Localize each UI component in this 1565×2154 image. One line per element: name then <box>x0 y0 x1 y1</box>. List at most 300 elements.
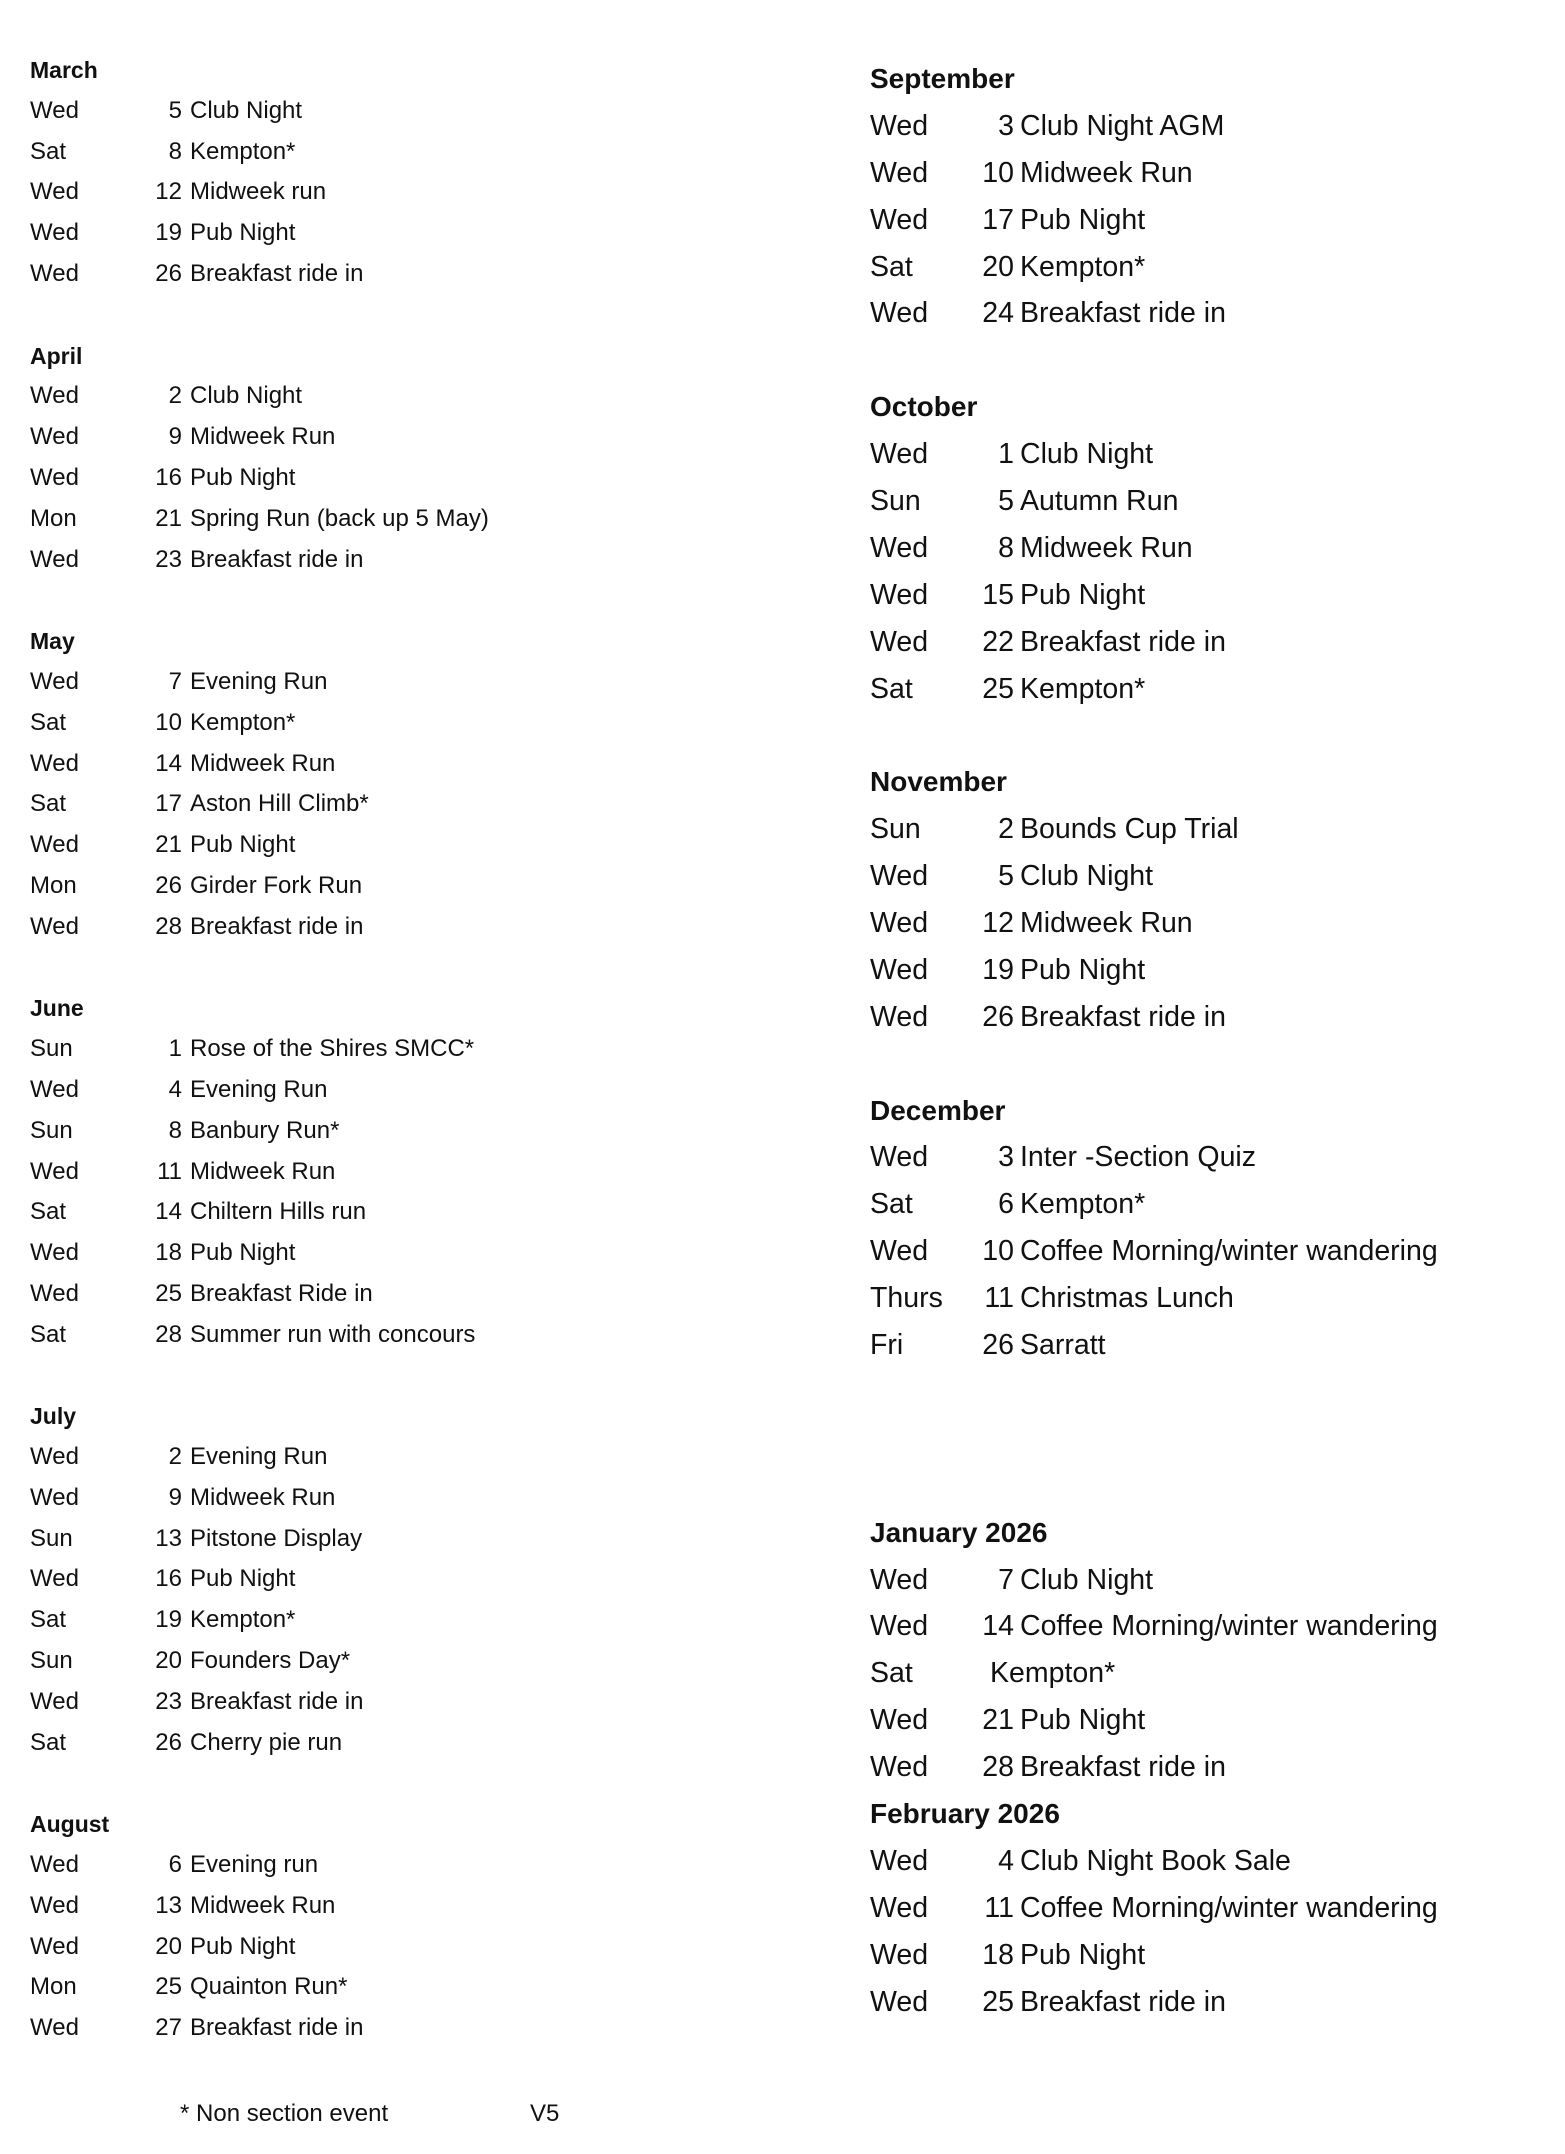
event-row <box>30 1111 790 1152</box>
event-date: 9 <box>168 423 182 451</box>
event-day: Wed <box>30 2014 79 2042</box>
event-date: 26 <box>155 871 182 899</box>
event-day: Wed <box>870 1000 929 1033</box>
event-row <box>30 866 790 907</box>
event-date: 26 <box>155 1728 182 1756</box>
event-day: Wed <box>30 382 79 410</box>
event-name: Spring Run (back up 5 May) <box>190 504 489 532</box>
event-name: Pub Night <box>1020 1938 1146 1971</box>
event-row <box>870 1885 1550 1932</box>
event-name: Pub Night <box>190 1565 296 1593</box>
month-heading: October <box>870 391 978 423</box>
event-date: 21 <box>155 504 182 532</box>
event-row <box>870 853 1550 900</box>
event-row <box>30 132 790 173</box>
event-day: Wed <box>30 749 79 777</box>
event-name: Pub Night <box>190 831 296 859</box>
month-section <box>30 336 790 581</box>
event-row <box>870 197 1550 244</box>
event-date: 6 <box>168 1851 182 1879</box>
event-name: Midweek Run <box>1020 156 1193 189</box>
event-row <box>30 1029 790 1070</box>
event-day: Wed <box>30 831 79 859</box>
event-row <box>30 458 790 499</box>
event-day: Wed <box>870 438 929 471</box>
left-column <box>30 50 790 2049</box>
event-row <box>870 1979 1550 2026</box>
event-name: Christmas Lunch <box>1020 1282 1234 1315</box>
event-date: 2 <box>168 1443 182 1471</box>
event-name: Club Night <box>1020 860 1154 893</box>
event-name: Kempton* <box>1020 672 1146 705</box>
event-date: 18 <box>982 1938 1014 1971</box>
event-day: Wed <box>870 531 929 564</box>
event-date: 14 <box>982 1610 1014 1643</box>
month-section <box>870 384 1550 712</box>
event-name: Pub Night <box>190 1239 296 1267</box>
event-name: Cherry pie run <box>190 1728 343 1756</box>
event-name: Founders Day* <box>190 1647 351 1675</box>
event-date: 24 <box>982 297 1014 330</box>
event-row <box>30 1152 790 1193</box>
event-date: 10 <box>982 1235 1014 1268</box>
event-name: Pitstone Display <box>190 1524 363 1552</box>
event-row <box>30 417 790 458</box>
month-heading: March <box>30 57 98 83</box>
event-row <box>870 1228 1550 1275</box>
event-day: Mon <box>30 504 77 532</box>
event-row <box>870 1134 1550 1181</box>
event-date: 25 <box>155 1973 182 2001</box>
month-section <box>870 759 1550 1040</box>
spacer <box>870 337 1550 384</box>
event-day: Sun <box>30 1035 73 1063</box>
event-name: Banbury Run* <box>190 1116 340 1144</box>
event-day: Sun <box>30 1116 73 1144</box>
event-date: 8 <box>998 531 1014 564</box>
event-row <box>30 213 790 254</box>
spacer <box>30 1356 790 1397</box>
event-row <box>30 254 790 295</box>
event-day: Wed <box>30 1565 79 1593</box>
event-day: Wed <box>30 1851 79 1879</box>
event-day: Wed <box>870 1704 929 1737</box>
event-date: 28 <box>982 1751 1014 1784</box>
right-column <box>870 56 1550 2025</box>
event-name: Pub Night <box>1020 203 1146 236</box>
event-day: Wed <box>30 463 79 491</box>
event-row <box>30 1682 790 1723</box>
event-row <box>870 1322 1550 1369</box>
event-row <box>870 431 1550 478</box>
month-section <box>870 1088 1550 1369</box>
event-date: 15 <box>982 578 1014 611</box>
event-date: 5 <box>998 860 1014 893</box>
event-date: 3 <box>998 109 1014 142</box>
event-date: 25 <box>982 672 1014 705</box>
event-name: Club Night <box>190 382 303 410</box>
event-row <box>870 994 1550 1041</box>
event-row <box>870 103 1550 150</box>
event-name: Midweek Run <box>190 749 336 777</box>
event-row <box>870 1697 1550 1744</box>
month-section <box>30 50 790 295</box>
event-date: 1 <box>998 438 1014 471</box>
event-day: Wed <box>870 860 929 893</box>
event-day: Wed <box>870 1938 929 1971</box>
event-date: 28 <box>155 912 182 940</box>
event-day: Sat <box>30 1320 67 1348</box>
event-name: Breakfast ride in <box>1020 1000 1226 1033</box>
event-date: 17 <box>155 790 182 818</box>
event-name: Rose of the Shires SMCC* <box>190 1035 475 1063</box>
event-date: 18 <box>155 1239 182 1267</box>
event-day: Wed <box>870 625 929 658</box>
month-heading: February 2026 <box>870 1797 1060 1829</box>
event-date: 14 <box>155 1198 182 1226</box>
event-day: Sat <box>870 672 913 705</box>
event-name: Sarratt <box>1020 1329 1106 1362</box>
event-row <box>30 1967 790 2008</box>
event-name: Breakfast Ride in <box>190 1279 373 1307</box>
event-name: Evening Run <box>190 667 328 695</box>
event-day: Wed <box>30 667 79 695</box>
event-name: Breakfast ride in <box>190 2014 364 2042</box>
spacer <box>30 948 790 989</box>
event-date: 14 <box>155 749 182 777</box>
event-day: Wed <box>870 203 929 236</box>
event-row <box>870 1181 1550 1228</box>
event-row <box>870 290 1550 337</box>
spacer <box>30 580 790 621</box>
event-day: Wed <box>870 1563 929 1596</box>
event-name: Chiltern Hills run <box>190 1198 367 1226</box>
event-day: Wed <box>30 1075 79 1103</box>
event-day: Sat <box>870 1657 913 1690</box>
spacer <box>30 295 790 336</box>
event-date: 8 <box>168 137 182 165</box>
footer <box>180 2100 560 2128</box>
event-date: 5 <box>998 485 1014 518</box>
event-name: Coffee Morning/winter wandering <box>1020 1235 1438 1268</box>
event-day: Wed <box>870 1235 929 1268</box>
event-name: Midweek Run <box>190 1483 336 1511</box>
event-day: Wed <box>870 1141 929 1174</box>
event-name: Kempton* <box>190 137 296 165</box>
event-day: Wed <box>30 1891 79 1919</box>
event-name: Autumn Run <box>1020 485 1179 518</box>
event-name: Girder Fork Run <box>190 871 363 899</box>
event-date: 19 <box>155 219 182 247</box>
event-name: Breakfast ride in <box>190 259 364 287</box>
event-name: Kempton* <box>1020 1188 1146 1221</box>
event-day: Wed <box>30 178 79 206</box>
version-label: V5 <box>530 2100 560 2127</box>
event-day: Fri <box>870 1329 904 1362</box>
event-name: Quainton Run* <box>190 1973 348 2001</box>
event-name: Breakfast ride in <box>1020 1985 1226 2018</box>
event-name: Inter -Section Quiz <box>1020 1141 1257 1174</box>
event-name: Bounds Cup Trial <box>1020 813 1239 846</box>
event-row <box>30 1233 790 1274</box>
month-heading: May <box>30 628 75 655</box>
month-section <box>30 1804 790 2049</box>
event-row <box>30 499 790 540</box>
month-section <box>30 988 790 1355</box>
event-row <box>870 806 1550 853</box>
event-row <box>30 1070 790 1111</box>
event-name: Midweek Run <box>190 423 336 451</box>
event-date: 28 <box>155 1320 182 1348</box>
event-row <box>30 1437 790 1478</box>
event-name: Breakfast ride in <box>190 912 364 940</box>
event-row <box>30 1478 790 1519</box>
event-day: Wed <box>870 1751 929 1784</box>
spacer <box>870 712 1550 759</box>
event-row <box>870 525 1550 572</box>
event-day: Wed <box>30 1687 79 1715</box>
event-date: 13 <box>155 1891 182 1919</box>
event-day: Sat <box>30 708 67 736</box>
event-date: 12 <box>982 907 1014 940</box>
event-name: Kempton* <box>1020 250 1146 283</box>
event-day: Sat <box>30 1728 67 1756</box>
event-name: Pub Night <box>190 463 296 491</box>
month-heading: December <box>870 1094 1006 1126</box>
event-date: 2 <box>998 813 1014 846</box>
event-name: Midweek Run <box>1020 531 1193 564</box>
event-row <box>30 172 790 213</box>
event-date: 19 <box>155 1606 182 1634</box>
event-date: 4 <box>168 1075 182 1103</box>
event-date: 12 <box>155 178 182 206</box>
event-row <box>30 1845 790 1886</box>
event-date: 23 <box>155 545 182 573</box>
event-name: Pub Night <box>1020 1704 1146 1737</box>
event-name: Midweek Run <box>190 1157 336 1185</box>
event-day: Sun <box>30 1524 73 1552</box>
event-day: Wed <box>30 219 79 247</box>
event-name: Kempton* <box>190 708 296 736</box>
event-day: Mon <box>30 1973 77 2001</box>
event-day: Sat <box>30 137 67 165</box>
event-day: Wed <box>30 1443 79 1471</box>
event-row <box>30 1192 790 1233</box>
event-name: Club Night <box>1020 438 1154 471</box>
event-row <box>870 619 1550 666</box>
event-date: 9 <box>168 1483 182 1511</box>
event-name: Coffee Morning/winter wandering <box>1020 1610 1438 1643</box>
event-date: 5 <box>168 96 182 124</box>
event-day: Wed <box>870 1891 929 1924</box>
event-row <box>30 662 790 703</box>
event-day: Mon <box>30 871 77 899</box>
event-name: Pub Night <box>190 219 296 247</box>
event-date: 26 <box>982 1000 1014 1033</box>
event-day: Wed <box>870 578 929 611</box>
event-date: 26 <box>155 259 182 287</box>
event-date: 10 <box>982 156 1014 189</box>
event-day: Sat <box>30 1606 67 1634</box>
event-name: Club Night <box>190 96 303 124</box>
event-day: Wed <box>870 1985 929 2018</box>
event-name: Evening run <box>190 1851 319 1879</box>
event-row <box>870 1603 1550 1650</box>
event-name: Club Night Book Sale <box>1020 1844 1291 1877</box>
event-name: Breakfast ride in <box>1020 297 1226 330</box>
event-row <box>30 1723 790 1764</box>
event-date: 21 <box>982 1704 1014 1737</box>
event-name: Club Night <box>1020 1563 1154 1596</box>
event-date: 11 <box>157 1157 182 1185</box>
event-row <box>30 1274 790 1315</box>
event-day: Wed <box>870 907 929 940</box>
event-day: Sun <box>30 1647 73 1675</box>
event-name: Club Night AGM <box>1020 109 1225 142</box>
event-day: Wed <box>30 423 79 451</box>
event-date: 11 <box>984 1282 1014 1315</box>
event-date: 25 <box>155 1279 182 1307</box>
event-name: Pub Night <box>1020 953 1146 986</box>
event-date: 23 <box>155 1687 182 1715</box>
event-row <box>870 150 1550 197</box>
event-day: Sat <box>870 1188 913 1221</box>
footnote: * Non section event <box>180 2100 389 2127</box>
event-name: Breakfast ride in <box>190 1687 364 1715</box>
event-name: Evening Run <box>190 1075 328 1103</box>
month-heading: January 2026 <box>870 1516 1048 1548</box>
event-name: Coffee Morning/winter wandering <box>1020 1891 1438 1924</box>
event-day: Wed <box>870 297 929 330</box>
event-day: Wed <box>30 912 79 940</box>
event-row <box>870 478 1550 525</box>
event-day: Sun <box>870 485 921 518</box>
event-date: 7 <box>998 1563 1014 1596</box>
event-date: 10 <box>155 708 182 736</box>
event-date: 25 <box>982 1985 1014 2018</box>
event-date: 8 <box>168 1116 182 1144</box>
event-row <box>30 744 790 785</box>
month-heading: November <box>870 766 1007 798</box>
event-name: Breakfast ride in <box>1020 625 1226 658</box>
spacer <box>870 1041 1550 1088</box>
event-date: 20 <box>155 1647 182 1675</box>
spacer <box>870 1369 1550 1510</box>
event-row <box>870 1557 1550 1604</box>
event-row <box>870 947 1550 994</box>
event-day: Wed <box>870 156 929 189</box>
month-section <box>30 621 790 947</box>
event-day: Wed <box>30 96 79 124</box>
event-day: Wed <box>30 545 79 573</box>
event-row <box>30 2008 790 2049</box>
event-name: Summer run with concours <box>190 1320 476 1348</box>
event-row <box>870 1275 1550 1322</box>
event-row <box>870 244 1550 291</box>
month-heading: August <box>30 1811 110 1838</box>
event-day: Wed <box>30 1157 79 1185</box>
event-row <box>30 703 790 744</box>
event-row <box>30 376 790 417</box>
event-day: Sat <box>30 1198 67 1226</box>
event-day: Sun <box>870 813 921 846</box>
event-date: 26 <box>982 1329 1014 1362</box>
event-row <box>30 540 790 581</box>
month-section <box>870 56 1550 337</box>
event-name: Breakfast ride in <box>190 545 364 573</box>
event-name: Pub Night <box>1020 578 1146 611</box>
event-date: 1 <box>168 1035 182 1063</box>
event-date: 16 <box>155 463 182 491</box>
event-day: Wed <box>870 1610 929 1643</box>
event-day: Wed <box>30 259 79 287</box>
month-heading: June <box>30 995 84 1022</box>
event-row <box>870 572 1550 619</box>
event-row <box>30 784 790 825</box>
event-name: Midweek run <box>190 178 327 206</box>
event-name: Midweek Run <box>1020 907 1193 940</box>
month-section <box>870 1510 1550 1791</box>
event-name: Kempton* <box>190 1606 296 1634</box>
event-row <box>30 1315 790 1356</box>
event-date: 22 <box>982 625 1014 658</box>
event-day: Thurs <box>870 1282 943 1315</box>
event-row <box>870 666 1550 713</box>
month-section <box>870 1791 1550 2025</box>
event-date: 20 <box>155 1932 182 1960</box>
event-name: Breakfast ride in <box>1020 1751 1226 1784</box>
event-day: Sat <box>870 250 913 283</box>
event-row <box>30 907 790 948</box>
spacer <box>30 1763 790 1804</box>
event-date: 27 <box>155 2014 182 2042</box>
event-day: Sat <box>30 790 67 818</box>
event-row <box>30 91 790 132</box>
event-row <box>30 1519 790 1560</box>
event-row <box>870 1650 1550 1697</box>
event-row <box>870 1932 1550 1979</box>
event-date: 19 <box>982 953 1014 986</box>
event-row <box>30 825 790 866</box>
event-day: Wed <box>870 953 929 986</box>
event-row <box>30 1927 790 1968</box>
event-date: 11 <box>984 1891 1014 1924</box>
event-row <box>30 1559 790 1600</box>
event-day: Wed <box>870 109 929 142</box>
event-date: 4 <box>998 1844 1014 1877</box>
event-row <box>30 1641 790 1682</box>
event-day: Wed <box>30 1932 79 1960</box>
event-day: Wed <box>30 1279 79 1307</box>
event-date: 20 <box>982 250 1014 283</box>
event-day: Wed <box>30 1483 79 1511</box>
month-heading: September <box>870 63 1015 94</box>
event-day: Wed <box>870 1844 929 1877</box>
event-row <box>870 900 1550 947</box>
event-date: 6 <box>998 1188 1014 1221</box>
event-date: 7 <box>168 667 182 695</box>
event-date: 13 <box>155 1524 182 1552</box>
event-row <box>30 1886 790 1927</box>
month-heading: July <box>30 1403 77 1430</box>
month-heading: April <box>30 342 83 369</box>
event-date: 2 <box>168 382 182 410</box>
event-name: Pub Night <box>190 1932 296 1960</box>
event-date: 17 <box>982 203 1014 236</box>
event-row <box>30 1600 790 1641</box>
event-row <box>870 1744 1550 1791</box>
event-date: 16 <box>155 1565 182 1593</box>
